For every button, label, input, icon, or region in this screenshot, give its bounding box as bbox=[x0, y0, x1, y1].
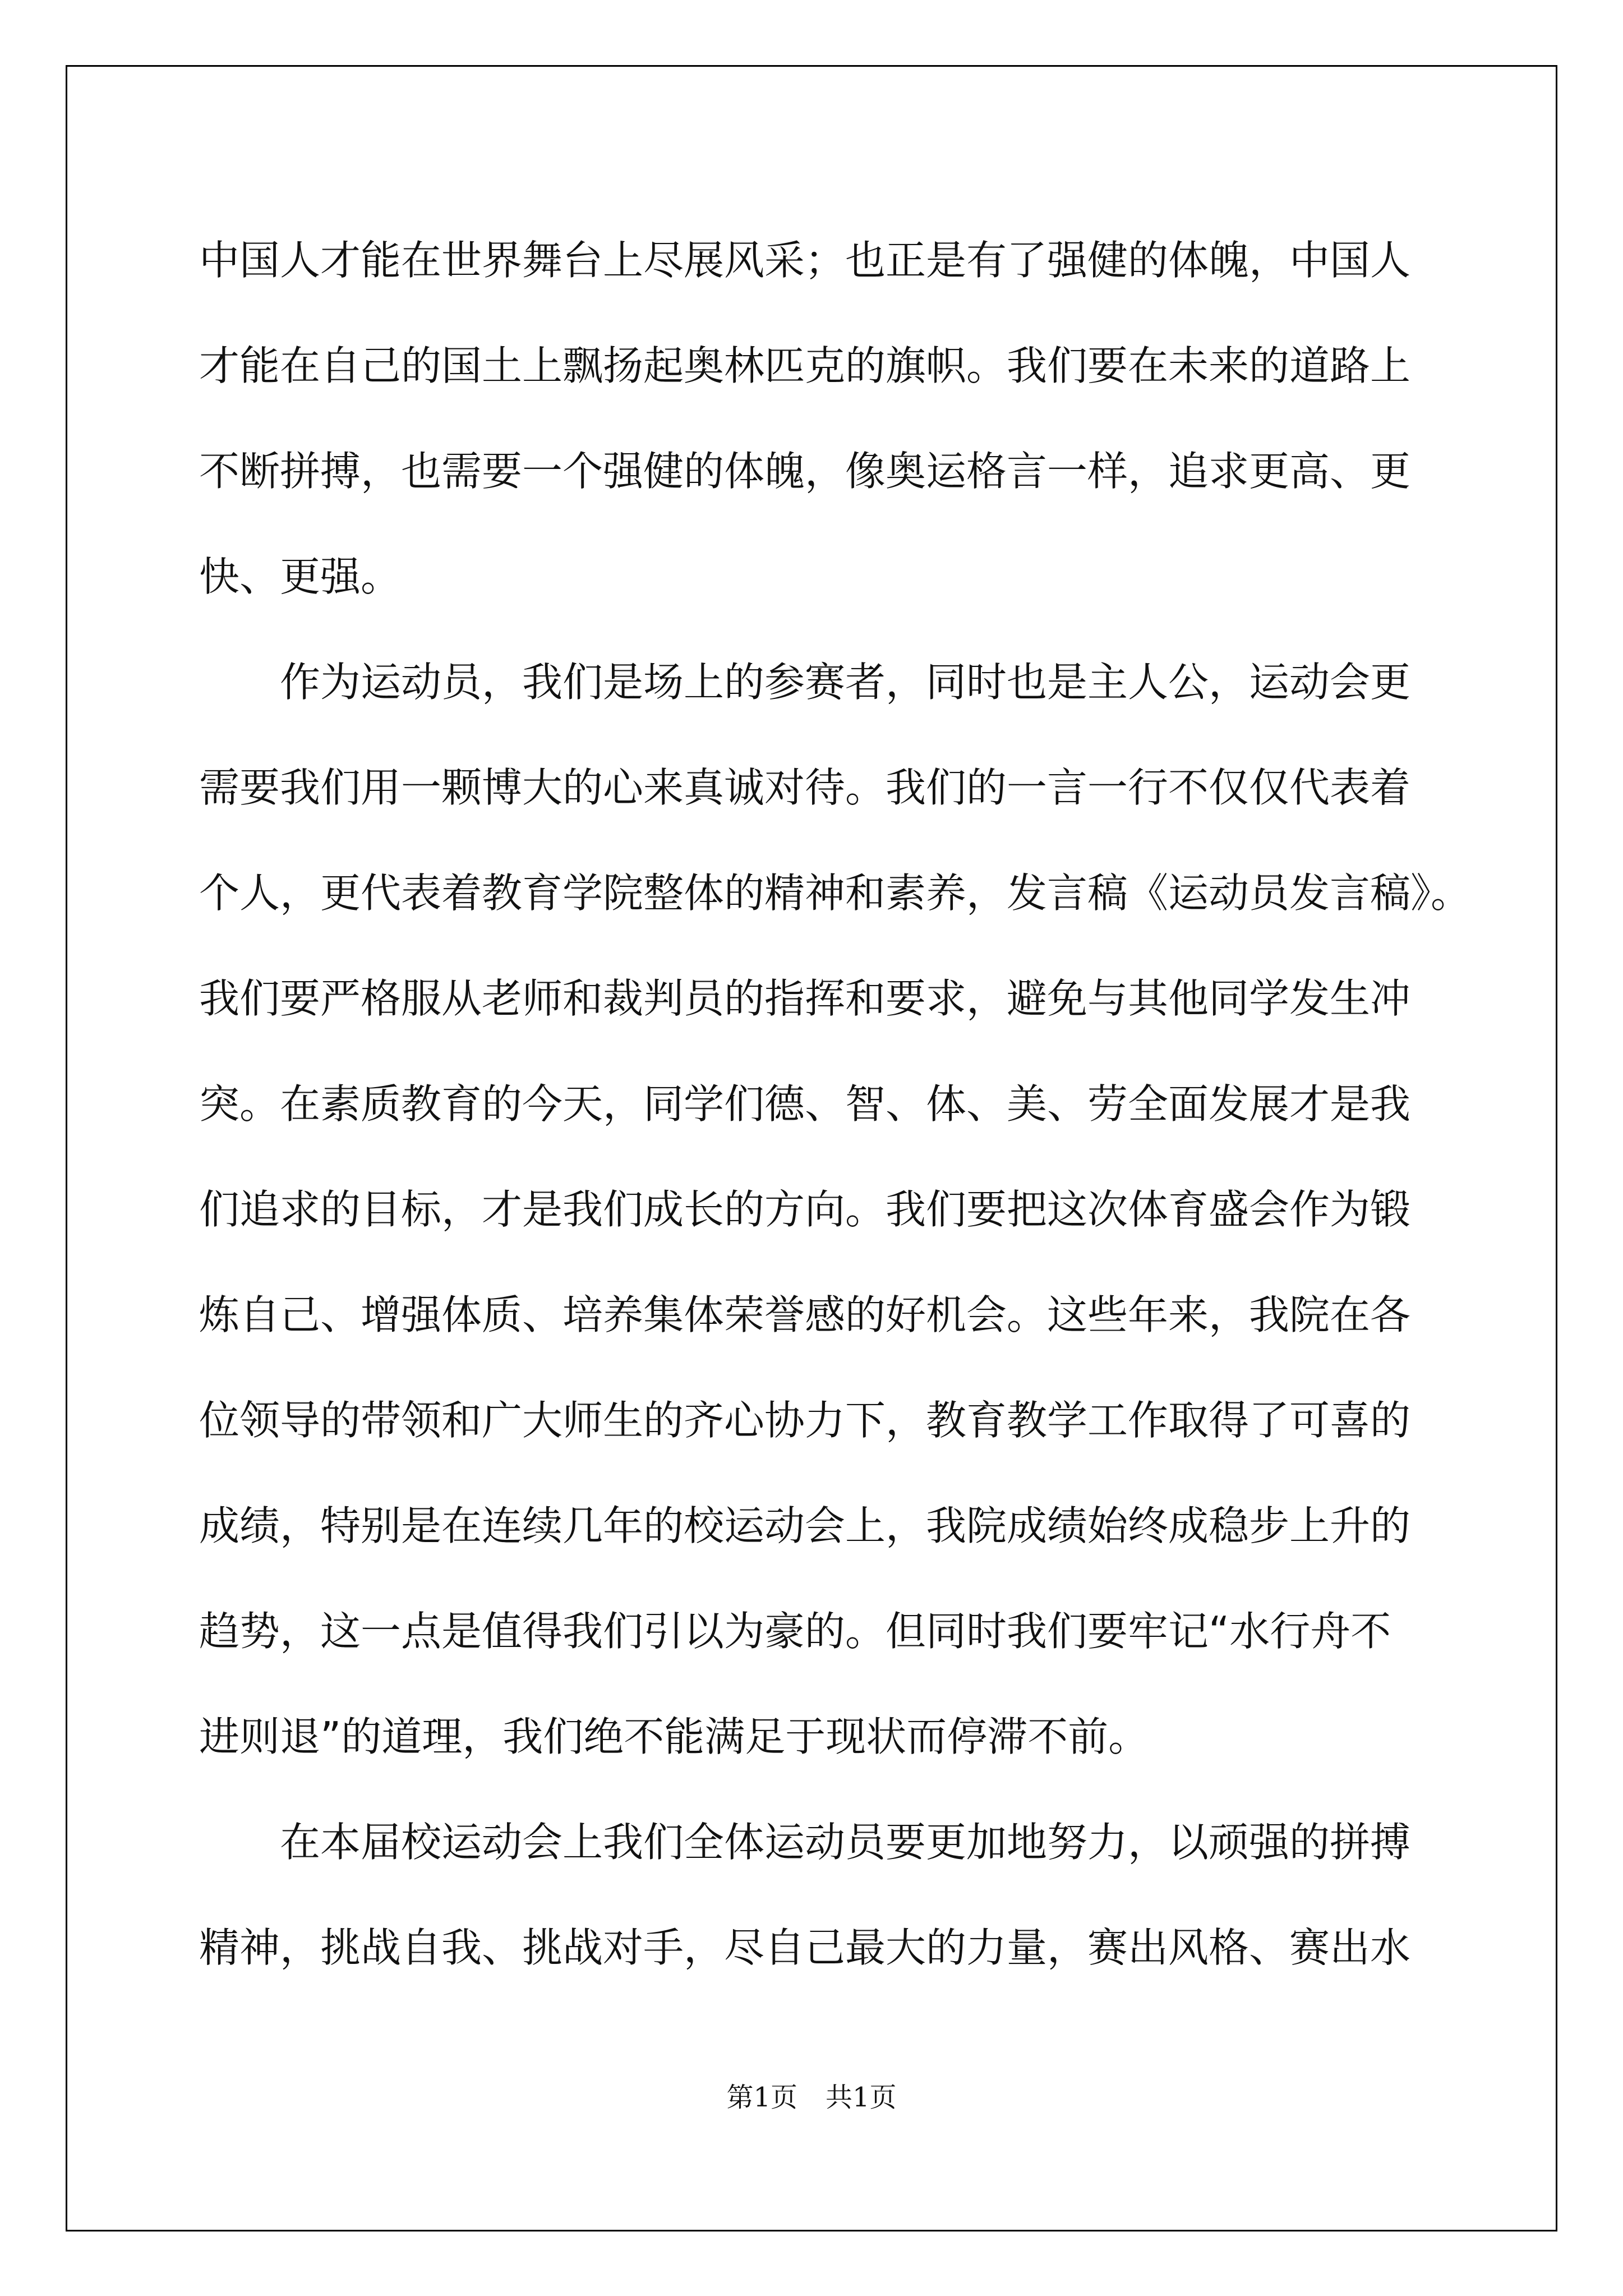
text-line: 作为运动员，我们是场上的参赛者，同时也是主人公，运动会更 bbox=[199, 659, 1411, 706]
text-line: 不断拼搏，也需要一个强健的体魄，像奥运格言一样，追求更高、更 bbox=[199, 448, 1411, 495]
page-total: 共1页 bbox=[826, 2082, 897, 2113]
page-number: 第1页 bbox=[726, 2082, 797, 2113]
text-line: 个人，更代表着教育学院整体的精神和素养，发言稿《运动员发言稿》。 bbox=[199, 869, 1472, 917]
text-line: 位领导的带领和广大师生的齐心协力下，教育教学工作取得了可喜的 bbox=[199, 1397, 1411, 1444]
document-body bbox=[199, 208, 1489, 2000]
text-line: 在本届校运动会上我们全体运动员要更加地努力，以顽强的拼搏 bbox=[199, 1819, 1411, 1866]
text-line: 进则退”的道理，我们绝不能满足于现状而停滞不前。 bbox=[199, 1713, 1149, 1760]
text-line: 突。在素质教育的今天，同学们德、智、体、美、劳全面发展才是我 bbox=[199, 1080, 1411, 1128]
text-line: 们追求的目标，才是我们成长的方向。我们要把这次体育盛会作为锻 bbox=[199, 1186, 1411, 1233]
text-line: 精神，挑战自我、挑战对手，尽自己最大的力量，赛出风格、赛出水 bbox=[199, 1924, 1411, 1971]
text-line: 趋势，这一点是值得我们引以为豪的。但同时我们要牢记“水行舟不 bbox=[199, 1608, 1391, 1655]
text-line: 成绩，特别是在连续几年的校运动会上，我院成绩始终成稳步上升的 bbox=[199, 1502, 1411, 1549]
page-footer bbox=[0, 2076, 1623, 2114]
text-line: 需要我们用一颗博大的心来真诚对待。我们的一言一行不仅仅代表着 bbox=[199, 764, 1411, 811]
text-line: 才能在自己的国土上飘扬起奥林匹克的旗帜。我们要在未来的道路上 bbox=[199, 342, 1411, 389]
text-line: 我们要严格服从老师和裁判员的指挥和要求，避免与其他同学发生冲 bbox=[199, 975, 1411, 1022]
text-line: 中国人才能在世界舞台上尽展风采；也正是有了强健的体魄，中国人 bbox=[199, 237, 1411, 284]
text-line: 炼自己、增强体质、培养集体荣誉感的好机会。这些年来，我院在各 bbox=[199, 1291, 1411, 1338]
text-line: 快、更强。 bbox=[199, 553, 402, 600]
